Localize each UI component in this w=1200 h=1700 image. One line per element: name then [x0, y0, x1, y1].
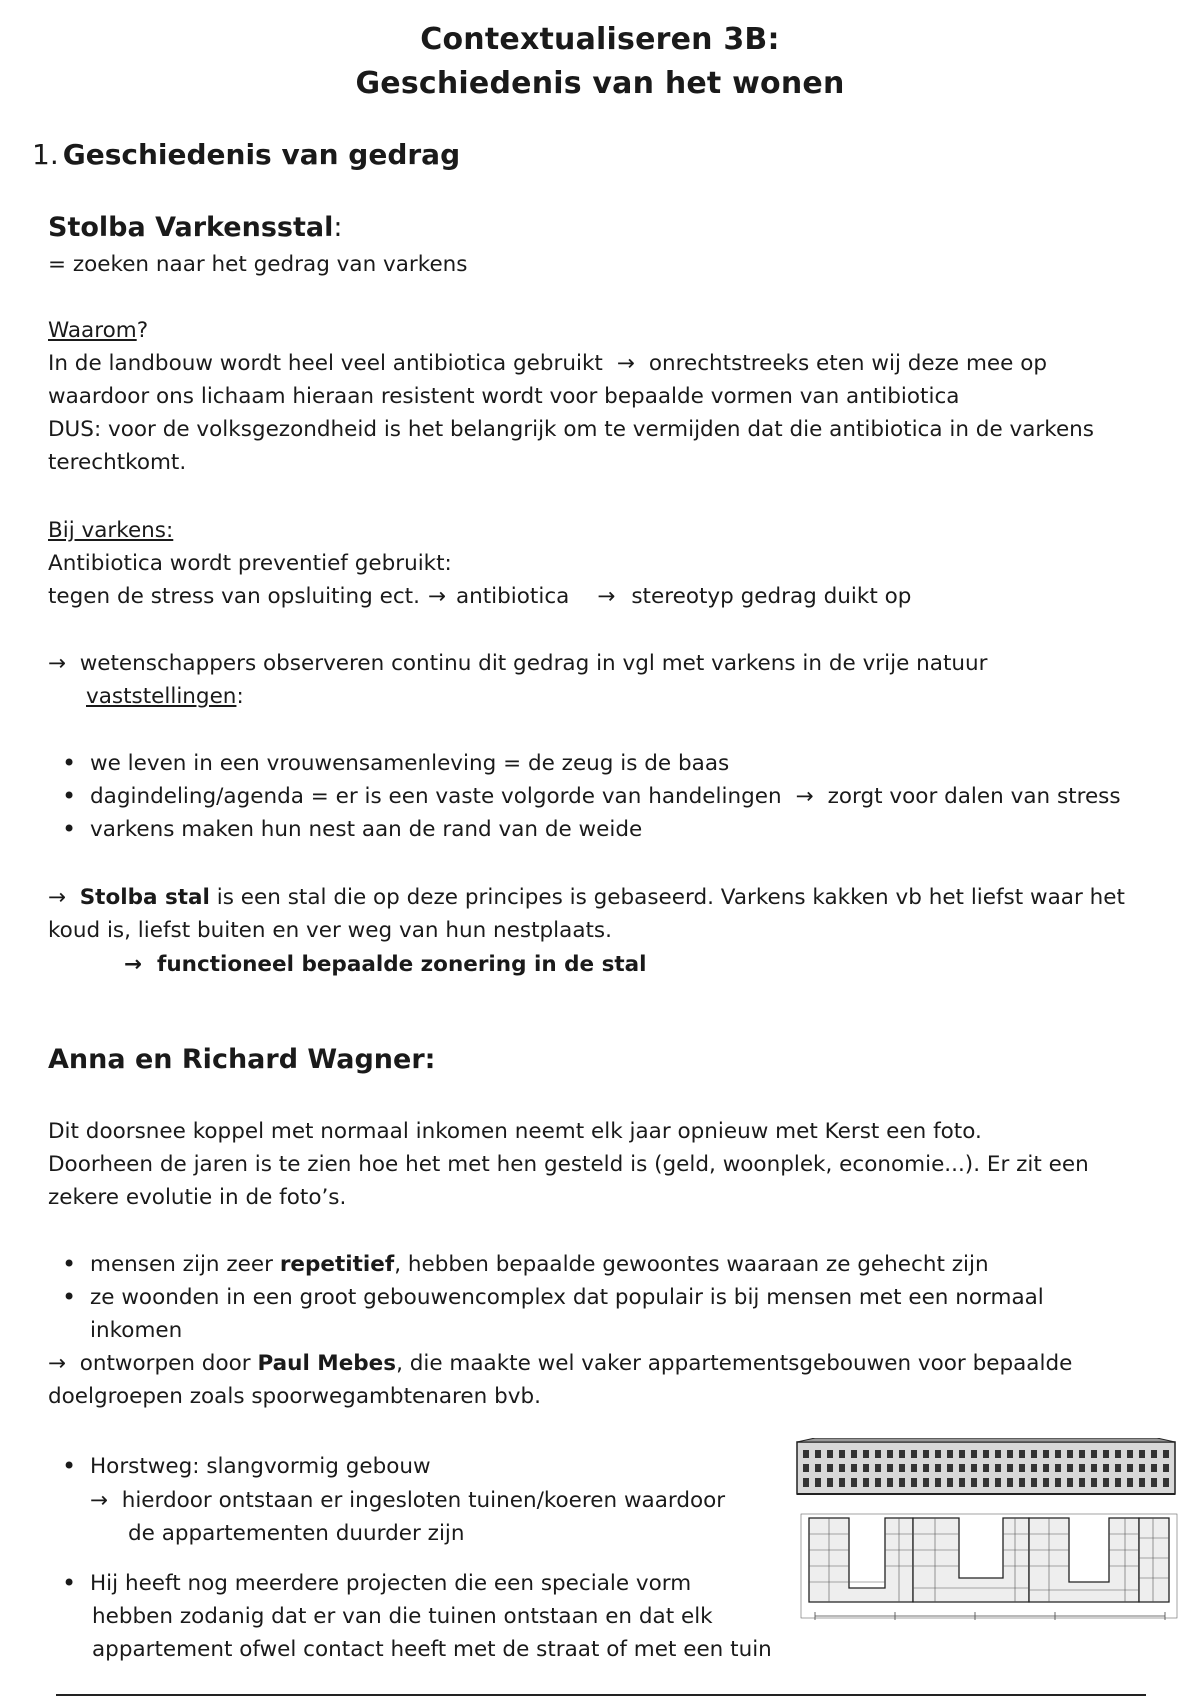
list-item-text	[90, 1252, 989, 1277]
arrow-icon: →	[90, 1488, 109, 1513]
p1-end: onrechtstreeks eten wij deze mee op	[648, 351, 1048, 376]
observation-line	[48, 647, 987, 680]
list-item-text: Hij heeft nog meerdere projecten die een speciale vorm	[90, 1571, 692, 1596]
b2-part-c: stereotyp gedrag duikt op	[631, 584, 912, 609]
arrow-icon: →	[48, 885, 67, 910]
p1-start: In de landbouw wordt heel veel antibiotica gebruikt	[48, 351, 603, 376]
paragraph-line: terechtkomt.	[48, 450, 187, 475]
section-1-heading	[32, 138, 460, 171]
list-item	[62, 747, 730, 780]
text-start: mensen zijn zeer	[90, 1252, 273, 1277]
text-end: , hebben bepaalde gewoontes waaraan ze gehecht zijn	[394, 1252, 989, 1277]
stal-line	[48, 881, 1125, 914]
conclusion-text: functioneel bepaalde zonering in de stal	[157, 952, 647, 977]
section-number: 1.	[32, 138, 59, 171]
list-item-continuation: hebben zodanig dat er van die tuinen ontstaan en dat elk	[92, 1604, 713, 1629]
observation-text: wetenschappers observeren continu dit gedrag in vgl met varkens in de vrije natuur	[79, 651, 988, 676]
paragraph-line: Dit doorsnee koppel met normaal inkomen neemt elk jaar opnieuw met Kerst een foto.	[48, 1119, 982, 1144]
mebes-line	[48, 1347, 1072, 1380]
list-item-text	[90, 784, 1121, 809]
list-item	[62, 1281, 1044, 1314]
mebes-bold: Paul Mebes	[257, 1351, 397, 1376]
text-bold: repetitief	[279, 1252, 395, 1277]
arrow-icon: →	[597, 584, 616, 609]
arrow-icon: →	[427, 584, 446, 609]
list-item-text: varkens maken hun nest aan de rand van de weide	[90, 817, 643, 842]
arrow-icon: →	[616, 351, 635, 376]
section-title: Geschiedenis van gedrag	[62, 138, 461, 171]
mebes-start: ontworpen door	[79, 1351, 251, 1376]
vaststellingen-heading	[86, 680, 244, 713]
arrow-icon: →	[124, 952, 143, 977]
paragraph-line: Antibiotica wordt preventief gebruikt:	[48, 551, 452, 576]
arrow-icon: →	[48, 1351, 67, 1376]
sub-item	[90, 1484, 725, 1517]
arrow-icon: →	[795, 784, 814, 809]
building-elevation	[797, 1438, 1175, 1494]
list-item	[62, 1450, 431, 1483]
mebes-end: , die maakte wel vaker appartementsgebouwen voor bepaalde	[396, 1351, 1073, 1376]
waarom-label: Waarom	[48, 318, 137, 343]
list-item-continuation: inkomen	[90, 1318, 183, 1343]
stal-bold: Stolba stal	[79, 885, 210, 910]
paragraph-line	[48, 347, 1047, 380]
paragraph-line: zekere evolutie in de foto’s.	[48, 1185, 347, 1210]
wagner-heading: Anna en Richard Wagner:	[48, 1044, 436, 1075]
document-title-line2: Geschiedenis van het wonen	[355, 66, 845, 101]
sub-item-continuation: de appartementen duurder zijn	[128, 1521, 465, 1546]
list-item-continuation: appartement ofwel contact heeft met de straat of met een tuin	[92, 1637, 772, 1662]
b2-part-a: tegen de stress van opsluiting ect.	[48, 584, 420, 609]
document-title-line1: Contextualiseren 3B:	[420, 22, 780, 57]
stolba-heading	[48, 212, 342, 243]
paragraph-line: Doorheen de jaren is te zien hoe het met hen gesteld is (geld, woonplek, economie...). Er zit een	[48, 1152, 1089, 1177]
waarom-question: ?	[136, 318, 149, 343]
stolba-heading-text: Stolba Varkensstal	[48, 212, 334, 243]
stal-rest: is een stal die op deze principes is gebaseerd. Varkens kakken vb het liefst waar het	[216, 885, 1125, 910]
b2-part-b: antibiotica	[455, 584, 570, 609]
waarom-heading	[48, 314, 148, 347]
list-item	[62, 813, 643, 846]
floor-plan	[801, 1514, 1177, 1620]
conclusion-line	[124, 948, 647, 981]
paragraph-line: koud is, liefst buiten en ver weg van hun nestplaats.	[48, 918, 612, 943]
arrow-icon: →	[48, 651, 67, 676]
stolba-definition: = zoeken naar het gedrag van varkens	[48, 252, 468, 277]
list-item	[62, 780, 1121, 813]
paragraph-line: waardoor ons lichaam hieraan resistent wordt voor bepaalde vormen van antibiotica	[48, 384, 960, 409]
paragraph-line: DUS: voor de volksgezondheid is het belangrijk om te vermijden dat die antibiotica in de varkens	[48, 417, 1094, 442]
stolba-heading-colon: :	[333, 212, 343, 243]
bij-varkens-label: Bij varkens:	[48, 518, 174, 543]
list-item	[62, 1567, 692, 1600]
vaststellingen-label: vaststellingen	[86, 684, 237, 709]
bottom-divider	[56, 1694, 1146, 1696]
paragraph-line: doelgroepen zoals spoorwegambtenaren bvb.	[48, 1384, 541, 1409]
list-item-text-start: dagindeling/agenda = er is een vaste volgorde van handelingen	[90, 784, 782, 809]
list-item-text: we leven in een vrouwensamenleving = de zeug is de baas	[90, 751, 730, 776]
list-item-text-end: zorgt voor dalen van stress	[827, 784, 1121, 809]
vaststellingen-colon: :	[236, 684, 244, 709]
sub-item-text: hierdoor ontstaan er ingesloten tuinen/koeren waardoor	[121, 1488, 726, 1513]
list-item-text: Horstweg: slangvormig gebouw	[90, 1454, 431, 1479]
building-elevation-and-plan-image	[795, 1438, 1178, 1634]
paragraph-line	[48, 580, 911, 613]
list-item-text: ze woonden in een groot gebouwencomplex dat populair is bij mensen met een normaal	[90, 1285, 1044, 1310]
list-item	[62, 1248, 989, 1281]
